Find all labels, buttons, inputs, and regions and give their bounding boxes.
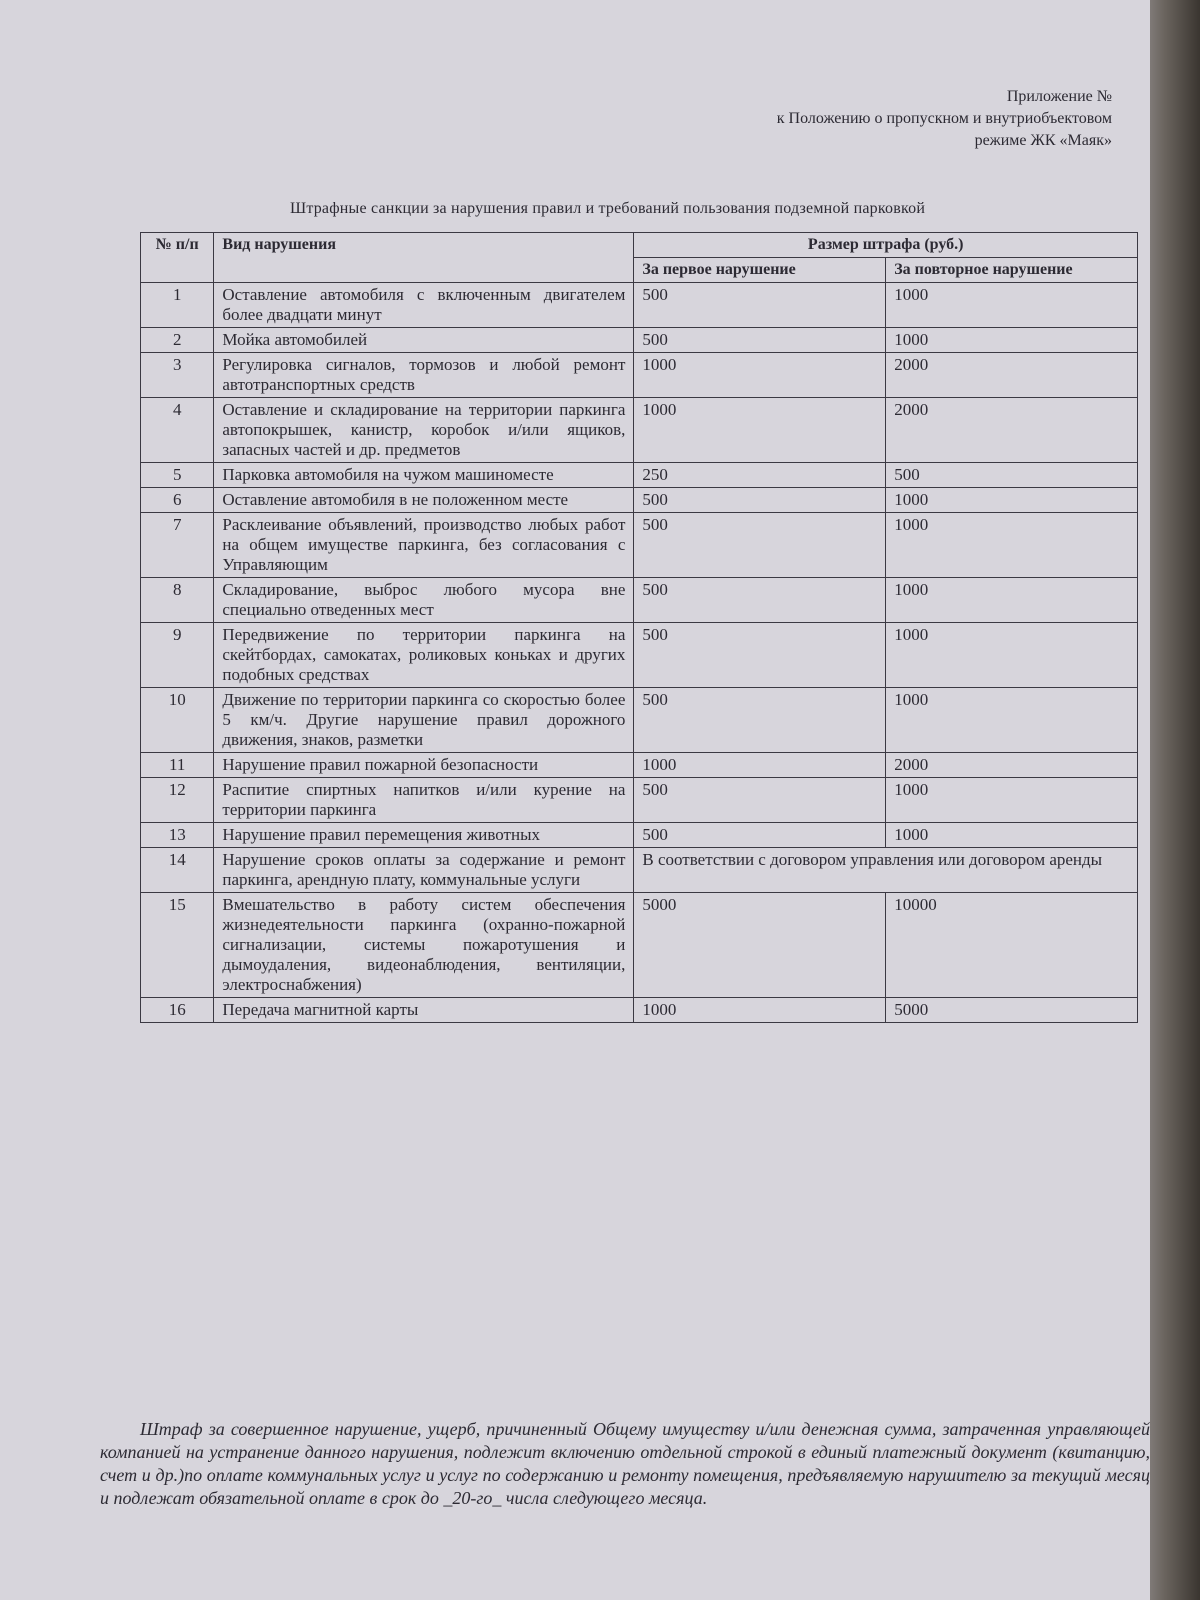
- table-row: [141, 823, 1138, 848]
- violation-cell: Оставление и складирование на территории паркинга автопокрышек, канистр, коробок и/или ящиков, запасных частей и др. предметов: [214, 398, 634, 463]
- violation-cell: Парковка автомобиля на чужом машиноместе: [214, 463, 634, 488]
- fine-first-cell: 500: [634, 328, 886, 353]
- row-number: 3: [141, 353, 214, 398]
- table-row: [141, 893, 1138, 998]
- table-row: [141, 328, 1138, 353]
- appendix-header: [777, 86, 1112, 152]
- row-number: 16: [141, 998, 214, 1023]
- fine-first-cell: 500: [634, 283, 886, 328]
- fine-repeat-cell: 1000: [886, 623, 1138, 688]
- fines-table: [140, 232, 1138, 1023]
- fine-first-cell: 1000: [634, 353, 886, 398]
- row-number: 12: [141, 778, 214, 823]
- row-number: 8: [141, 578, 214, 623]
- table-row: [141, 688, 1138, 753]
- fine-merged-cell: В соответствии с договором управления или договором аренды: [634, 848, 1138, 893]
- fine-first-cell: 500: [634, 778, 886, 823]
- fine-repeat-cell: 1000: [886, 688, 1138, 753]
- row-number: 1: [141, 283, 214, 328]
- table-row: [141, 778, 1138, 823]
- fine-first-cell: 500: [634, 688, 886, 753]
- appendix-line-3: режиме ЖК «Маяк»: [974, 132, 1112, 149]
- fine-repeat-cell: 10000: [886, 893, 1138, 998]
- table-row: [141, 998, 1138, 1023]
- table-row: [141, 513, 1138, 578]
- fine-first-cell: 500: [634, 488, 886, 513]
- table-row: [141, 398, 1138, 463]
- header-fine-size: Размер штрафа (руб.): [634, 233, 1138, 258]
- table-row: [141, 488, 1138, 513]
- row-number: 6: [141, 488, 214, 513]
- footer-note: Штраф за совершенное нарушение, ущерб, причиненный Общему имуществу и/или денежная сумма, затраченная управляющей компанией на устранение данного нарушения, подлежит включению отдельной строкой в единый платежный документ (квитанцию, счет и др.)по оплате коммунальных услуг и услуг по содержанию и ремонту помещения, предъявляемую нарушителю за текущий месяц и подлежат обязательной оплате в срок до _20-го_ числа следующего месяца.: [100, 1419, 1150, 1508]
- row-number: 4: [141, 398, 214, 463]
- row-number: 9: [141, 623, 214, 688]
- fine-first-cell: 1000: [634, 398, 886, 463]
- fine-repeat-cell: 1000: [886, 488, 1138, 513]
- appendix-line-2: к Положению о пропускном и внутриобъектовом: [776, 110, 1112, 127]
- violation-cell: Нарушение сроков оплаты за содержание и ремонт паркинга, арендную плату, коммунальные услуги: [214, 848, 634, 893]
- violation-cell: Распитие спиртных напитков и/или курение на территории паркинга: [214, 778, 634, 823]
- row-number: 15: [141, 893, 214, 998]
- table-row: [141, 353, 1138, 398]
- violation-cell: Нарушение правил перемещения животных: [214, 823, 634, 848]
- violation-cell: Нарушение правил пожарной безопасности: [214, 753, 634, 778]
- fine-first-cell: 250: [634, 463, 886, 488]
- fine-repeat-cell: 1000: [886, 578, 1138, 623]
- violation-cell: Складирование, выброс любого мусора вне специально отведенных мест: [214, 578, 634, 623]
- row-number: 14: [141, 848, 214, 893]
- violation-cell: Оставление автомобиля с включенным двигателем более двадцати минут: [214, 283, 634, 328]
- document-title: Штрафные санкции за нарушения правил и требований пользования подземной парковкой: [290, 200, 926, 217]
- fine-first-cell: 1000: [634, 998, 886, 1023]
- header-violation: Вид нарушения: [214, 233, 634, 283]
- violation-cell: Оставление автомобиля в не положенном месте: [214, 488, 634, 513]
- fine-repeat-cell: 500: [886, 463, 1138, 488]
- violation-cell: Вмешательство в работу систем обеспечения жизнедеятельности паркинга (охранно-пожарной сигнализации, системы пожаротушения и дымоудаления, видеонаблюдения, вентиляции, электроснабжения): [214, 893, 634, 998]
- row-number: 2: [141, 328, 214, 353]
- violation-cell: Передача магнитной карты: [214, 998, 634, 1023]
- fine-repeat-cell: 2000: [886, 353, 1138, 398]
- header-first: За первое нарушение: [634, 258, 886, 283]
- fine-repeat-cell: 1000: [886, 778, 1138, 823]
- fine-repeat-cell: 1000: [886, 823, 1138, 848]
- fine-repeat-cell: 2000: [886, 398, 1138, 463]
- fine-first-cell: 500: [634, 623, 886, 688]
- fine-first-cell: 500: [634, 823, 886, 848]
- appendix-line-1: Приложение №: [1006, 88, 1112, 105]
- fine-first-cell: 500: [634, 578, 886, 623]
- table-row: [141, 623, 1138, 688]
- table-row: [141, 283, 1138, 328]
- table-row: [141, 463, 1138, 488]
- violation-cell: Расклеивание объявлений, производство любых работ на общем имуществе паркинга, без согласования с Управляющим: [214, 513, 634, 578]
- fine-repeat-cell: 2000: [886, 753, 1138, 778]
- table-row: [141, 848, 1138, 893]
- row-number: 11: [141, 753, 214, 778]
- row-number: 7: [141, 513, 214, 578]
- fine-first-cell: 1000: [634, 753, 886, 778]
- row-number: 5: [141, 463, 214, 488]
- fine-repeat-cell: 1000: [886, 328, 1138, 353]
- fine-repeat-cell: 1000: [886, 513, 1138, 578]
- fine-first-cell: 5000: [634, 893, 886, 998]
- header-repeat: За повторное нарушение: [886, 258, 1138, 283]
- violation-cell: Передвижение по территории паркинга на скейтбордах, самокатах, роликовых коньках и других подобных средствах: [214, 623, 634, 688]
- violation-cell: Мойка автомобилей: [214, 328, 634, 353]
- table-row: [141, 753, 1138, 778]
- fine-first-cell: 500: [634, 513, 886, 578]
- row-number: 10: [141, 688, 214, 753]
- table-row: [141, 578, 1138, 623]
- header-num: № п/п: [141, 233, 214, 283]
- violation-cell: Движение по территории паркинга со скоростью более 5 км/ч. Другие нарушение правил дорожного движения, знаков, разметки: [214, 688, 634, 753]
- fine-repeat-cell: 5000: [886, 998, 1138, 1023]
- violation-cell: Регулировка сигналов, тормозов и любой ремонт автотранспортных средств: [214, 353, 634, 398]
- fine-repeat-cell: 1000: [886, 283, 1138, 328]
- row-number: 13: [141, 823, 214, 848]
